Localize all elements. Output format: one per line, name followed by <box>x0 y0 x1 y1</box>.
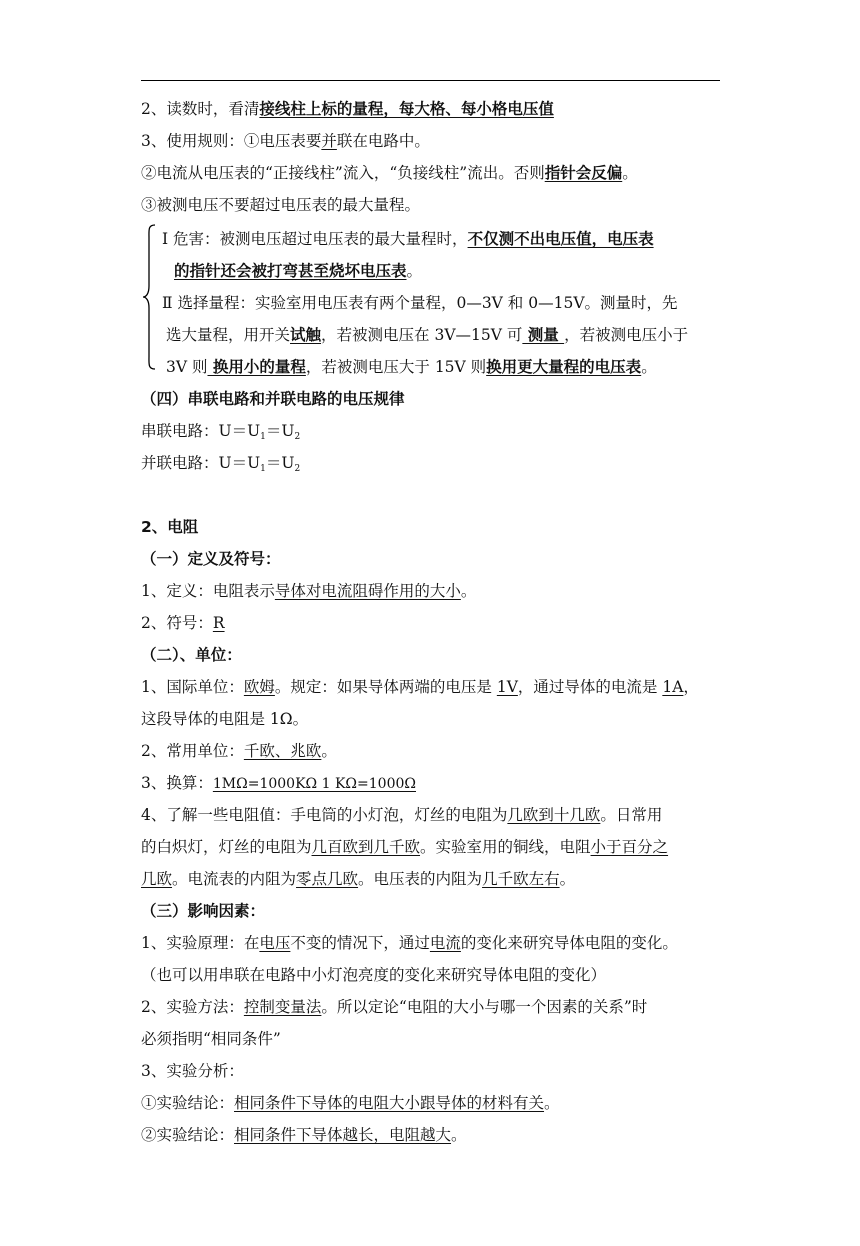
text-line: Ⅰ 危害：被测电压超过电压表的最大量程时，不仅测不出电压值，电压表 <box>162 230 654 248</box>
text-line: 3V 则 换用小的量程，若被测电压大于 15V 则换用更大量程的电压表。 <box>166 358 657 376</box>
text-line: （也可以用串联在电路中小灯泡亮度的变化来研究导体电阻的变化） <box>141 966 607 984</box>
header-rule <box>141 80 720 81</box>
text-line: 2、读数时，看清接线柱上标的量程，每大格、每小格电压值 <box>141 100 554 118</box>
text-line: 3、换算：1MΩ=1000KΩ 1 KΩ=1000Ω <box>141 774 416 792</box>
curly-brace-icon <box>142 224 156 370</box>
section-heading: （三）影响因素： <box>141 902 266 920</box>
text-line: 几欧。电流表的内阻为零点几欧。电压表的内阻为几千欧左右。 <box>141 870 576 888</box>
text-line: ②电流从电压表的“正接线柱”流入，“负接线柱”流出。否则指针会反偏。 <box>141 164 638 182</box>
text-line: ③被测电压不要超过电压表的最大量程。 <box>141 196 421 214</box>
text-line: ②实验结论：相同条件下导体越长，电阻越大。 <box>141 1126 467 1144</box>
text-line: 1、国际单位：欧姆。规定：如果导体两端的电压是 1V，通过导体的电流是 1A， <box>141 678 699 696</box>
text-line: 并联电路：$U=U_1=U_2$ <box>141 454 301 474</box>
text-line: 串联电路：$U=U_1=U_2$ <box>141 422 301 442</box>
text-line: 3、实验分析： <box>141 1062 244 1080</box>
text-line: ①实验结论：相同条件下导体的电阻大小跟导体的材料有关。 <box>141 1094 560 1112</box>
text-line: 2、常用单位：千欧、兆欧。 <box>141 742 337 760</box>
section-heading: （一）定义及符号： <box>141 550 281 568</box>
text-line: 4、了解一些电阻值：手电筒的小灯泡，灯丝的电阻为几欧到十几欧。日常用 <box>141 806 663 824</box>
text-line: 2、符号：R <box>141 614 225 632</box>
text-line: 2、实验方法：控制变量法。所以定论“电阻的大小与哪一个因素的关系”时 <box>141 998 648 1016</box>
text-line: 选大量程，用开关试触，若被测电压在 3V—15V 可 测量 ，若被测电压小于 <box>166 326 689 344</box>
text-line: 的白炽灯，灯丝的电阻为几百欧到几千欧。实验室用的铜线，电阻小于百分之 <box>141 838 669 856</box>
text-line: 这段导体的电阻是 1Ω。 <box>141 710 309 728</box>
section-heading: （四）串联电路和并联电路的电压规律 <box>141 390 405 408</box>
section-heading: （二）、单位： <box>141 646 242 664</box>
text-line: 3、使用规则：①电压表要并联在电路中。 <box>141 132 430 150</box>
text-line: 必须指明“相同条件” <box>141 1030 281 1048</box>
text-line: Ⅱ 选择量程：实验室用电压表有两个量程，0—3V 和 0—15V。测量时，先 <box>162 294 678 312</box>
text-line: 的指针还会被打弯甚至烧坏电压表。 <box>174 262 423 280</box>
section-heading: 2、电阻 <box>141 518 199 536</box>
text-line: 1、定义：电阻表示导体对电流阻碍作用的大小。 <box>141 582 477 600</box>
text-line: 1、实验原理：在电压不变的情况下，通过电流的变化来研究导体电阻的变化。 <box>141 934 678 952</box>
